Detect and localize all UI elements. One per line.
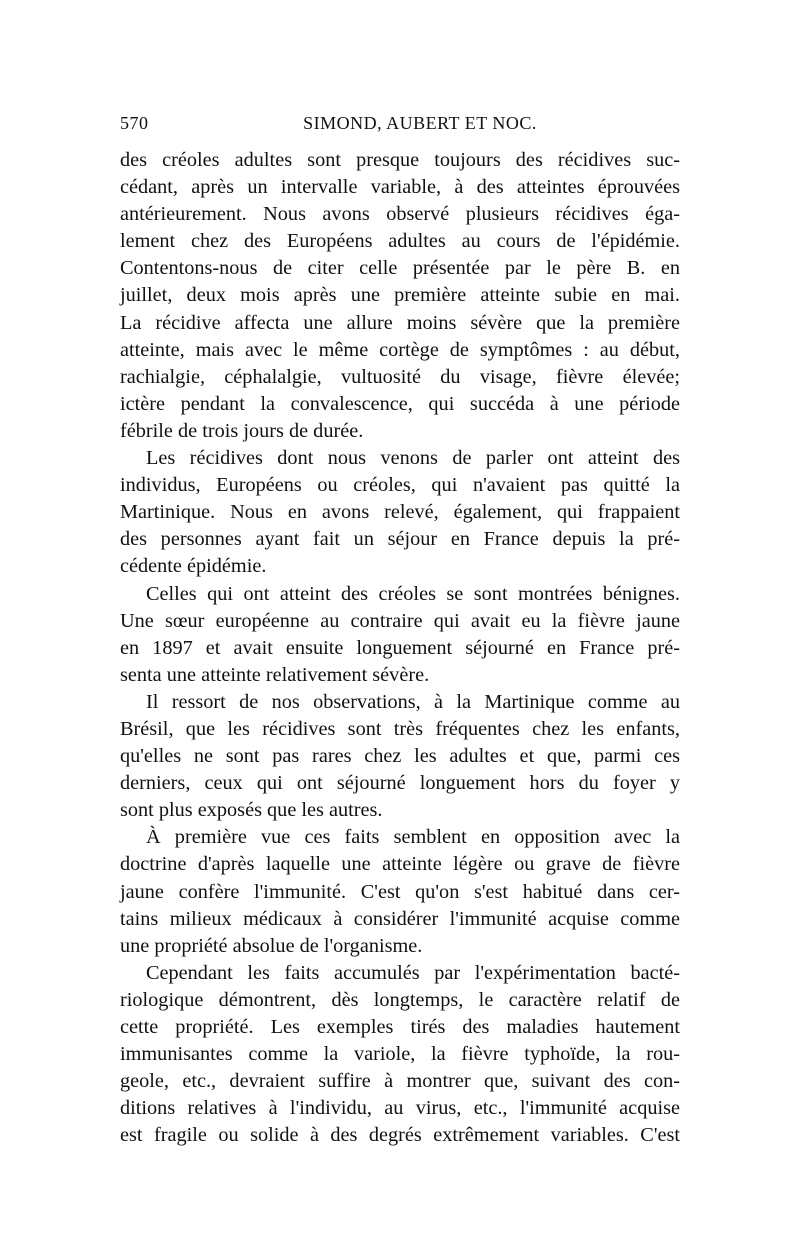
text-line: Une sœur européenne au contraire qui avait eu la fièvre jaune <box>120 609 680 632</box>
text-line: Brésil, que les récidives sont très fréquentes chez les enfants, <box>120 717 680 740</box>
text-line: tains milieux médicaux à considérer l'immunité acquise comme <box>120 907 680 930</box>
text-line: ditions relatives à l'individu, au virus, etc., l'immunité acquise <box>120 1097 680 1120</box>
text-line: lement chez des Européens adultes au cours de l'épidémie. <box>120 230 680 253</box>
text-line: La récidive affecta une allure moins sévère que la première <box>120 311 680 334</box>
text-line: cédant, après un intervalle variable, à des atteintes éprouvées <box>120 176 680 199</box>
page-number: 570 <box>120 113 149 133</box>
text-line: sont plus exposés que les autres. <box>120 799 383 822</box>
text-line: doctrine d'après laquelle une atteinte légère ou grave de fièvre <box>120 853 680 876</box>
paragraph-first-line: Celles qui ont atteint des créoles se sont montrées bénignes. <box>146 582 680 605</box>
text-line: Contentons-nous de citer celle présentée par le père B. en <box>120 257 680 280</box>
text-line: en 1897 et avait ensuite longuement séjourné en France pré- <box>120 636 680 659</box>
text-line: des créoles adultes sont presque toujours des récidives suc- <box>120 149 680 171</box>
text-line: atteinte, mais avec le même cortège de symptômes : au début, <box>120 338 680 361</box>
text-line: fébrile de trois jours de durée. <box>120 419 364 442</box>
paragraph-first-line: Les récidives dont nous venons de parler ont atteint des <box>146 447 680 470</box>
text-line: une propriété absolue de l'organisme. <box>120 934 423 957</box>
text-line: individus, Européens ou créoles, qui n'avaient pas quitté la <box>120 474 680 497</box>
text-line: immunisantes comme la variole, la fièvre typhoïde, la rou- <box>120 1043 680 1066</box>
text-line: est fragile ou solide à des degrés extrêmement variables. C'est <box>120 1124 680 1147</box>
text-line: ictère pendant la convalescence, qui succéda à une période <box>120 392 680 415</box>
text-line: senta une atteinte relativement sévère. <box>120 663 430 686</box>
text-line: juillet, deux mois après une première atteinte subie en mai. <box>120 284 680 307</box>
paragraph-first-line: Cependant les faits accumulés par l'expérimentation bacté- <box>146 961 680 984</box>
text-line: riologique démontrent, dès longtemps, le caractère relatif de <box>120 988 680 1011</box>
running-head: SIMOND, AUBERT ET NOC. <box>303 113 537 133</box>
paragraph-first-line: Il ressort de nos observations, à la Martinique comme au <box>146 690 680 713</box>
paragraph-first-line: À première vue ces faits semblent en opposition avec la <box>146 826 680 849</box>
text-line: rachialgie, céphalalgie, vultuosité du visage, fièvre élevée; <box>120 365 680 388</box>
text-line: Martinique. Nous en avons relevé, également, qui frappaient <box>120 501 680 524</box>
page-header <box>120 113 680 143</box>
text-line: antérieurement. Nous avons observé plusieurs récidives éga- <box>120 203 680 226</box>
text-line: derniers, ceux qui ont séjourné longuement hors du foyer y <box>120 772 680 795</box>
body-text <box>120 147 680 1149</box>
text-line: geole, etc., devraient suffire à montrer que, suivant des con- <box>120 1070 680 1093</box>
text-line: cédente épidémie. <box>120 555 267 578</box>
text-line: jaune confère l'immunité. C'est qu'on s'est habitué dans cer- <box>120 880 680 903</box>
text-line: qu'elles ne sont pas rares chez les adultes et que, parmi ces <box>120 745 680 768</box>
text-line: cette propriété. Les exemples tirés des maladies hautement <box>120 1016 680 1038</box>
text-line: des personnes ayant fait un séjour en France depuis la pré- <box>120 528 680 551</box>
